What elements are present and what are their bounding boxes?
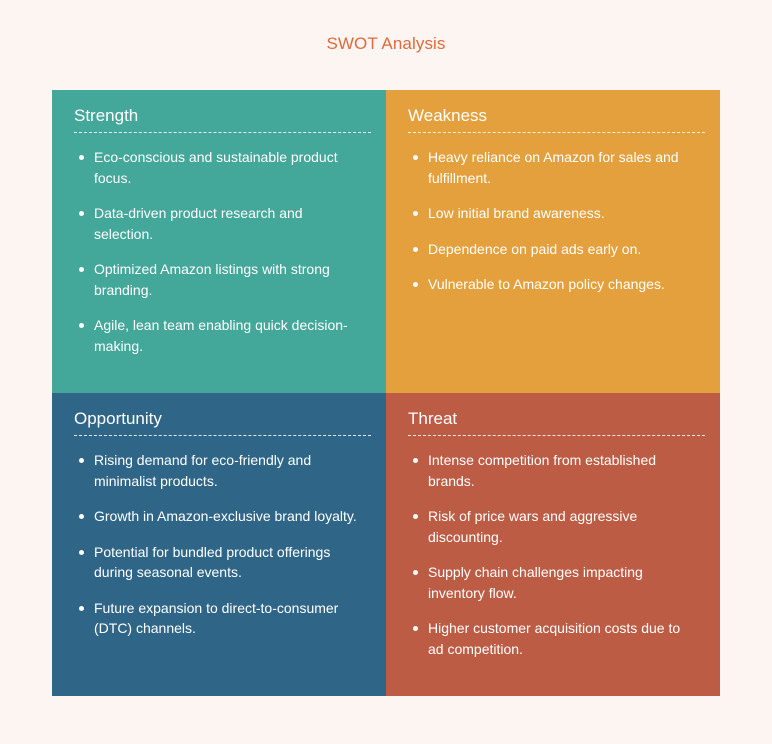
list-item: [408, 274, 698, 295]
bullet-icon: [79, 458, 84, 463]
quadrant-title: Strength: [74, 106, 371, 133]
opportunity-list: [74, 450, 370, 639]
list-item: [74, 147, 364, 188]
list-item: [408, 450, 698, 491]
bullet-icon: [79, 550, 84, 555]
list-item: [74, 315, 364, 356]
list-item-text: Data-driven product research and selection.: [94, 205, 303, 242]
list-item: [408, 147, 698, 188]
bullet-icon: [413, 570, 418, 575]
list-item-text: Vulnerable to Amazon policy changes.: [428, 276, 665, 292]
list-item-text: Rising demand for eco-friendly and minimalist products.: [94, 452, 312, 489]
list-item: [408, 239, 698, 260]
list-item: [408, 506, 698, 547]
list-item-text: Optimized Amazon listings with strong branding.: [94, 261, 330, 298]
threat-quadrant: [386, 393, 720, 696]
list-item-text: Supply chain challenges impacting inventory flow.: [428, 564, 643, 601]
bullet-icon: [79, 155, 84, 160]
list-item: [74, 450, 364, 491]
bullet-icon: [79, 323, 84, 328]
bullet-icon: [413, 514, 418, 519]
quadrant-title: Opportunity: [74, 409, 371, 436]
bullet-icon: [413, 155, 418, 160]
bullet-icon: [79, 267, 84, 272]
bullet-icon: [79, 211, 84, 216]
quadrant-title: Weakness: [408, 106, 705, 133]
bullet-icon: [413, 458, 418, 463]
list-item-text: Potential for bundled product offerings during seasonal events.: [94, 543, 331, 580]
bullet-icon: [413, 247, 418, 252]
list-item: [408, 618, 698, 659]
list-item: [74, 542, 364, 583]
strength-quadrant: [52, 90, 386, 393]
swot-grid: [52, 90, 720, 696]
list-item-text: Agile, lean team enabling quick decision-making.: [94, 317, 348, 354]
list-item: [74, 598, 364, 639]
list-item-text: Higher customer acquisition costs due to ad competition.: [428, 620, 681, 657]
page-title: SWOT Analysis: [326, 34, 446, 53]
threat-list: [408, 450, 704, 659]
list-item: [408, 203, 698, 224]
bullet-icon: [79, 514, 84, 519]
bullet-icon: [413, 626, 418, 631]
strength-list: [74, 147, 370, 356]
bullet-icon: [413, 282, 418, 287]
list-item: [408, 562, 698, 603]
list-item-text: Intense competition from established brands.: [428, 452, 657, 489]
list-item-text: Risk of price wars and aggressive discounting.: [428, 508, 638, 545]
list-item-text: Future expansion to direct-to-consumer (DTC) channels.: [94, 599, 339, 636]
list-item-text: Heavy reliance on Amazon for sales and fulfillment.: [428, 149, 679, 186]
weakness-quadrant: [386, 90, 720, 393]
list-item-text: Dependence on paid ads early on.: [428, 240, 642, 257]
list-item-text: Growth in Amazon-exclusive brand loyalty.: [94, 508, 357, 524]
weakness-list: [408, 147, 704, 295]
list-item-text: Eco-conscious and sustainable product focus.: [94, 149, 338, 186]
list-item-text: Low initial brand awareness.: [428, 205, 605, 221]
bullet-icon: [413, 211, 418, 216]
list-item: [74, 203, 364, 244]
bullet-icon: [79, 606, 84, 611]
quadrant-title: Threat: [408, 409, 705, 436]
list-item: [74, 259, 364, 300]
list-item: [74, 506, 364, 527]
opportunity-quadrant: [52, 393, 386, 696]
